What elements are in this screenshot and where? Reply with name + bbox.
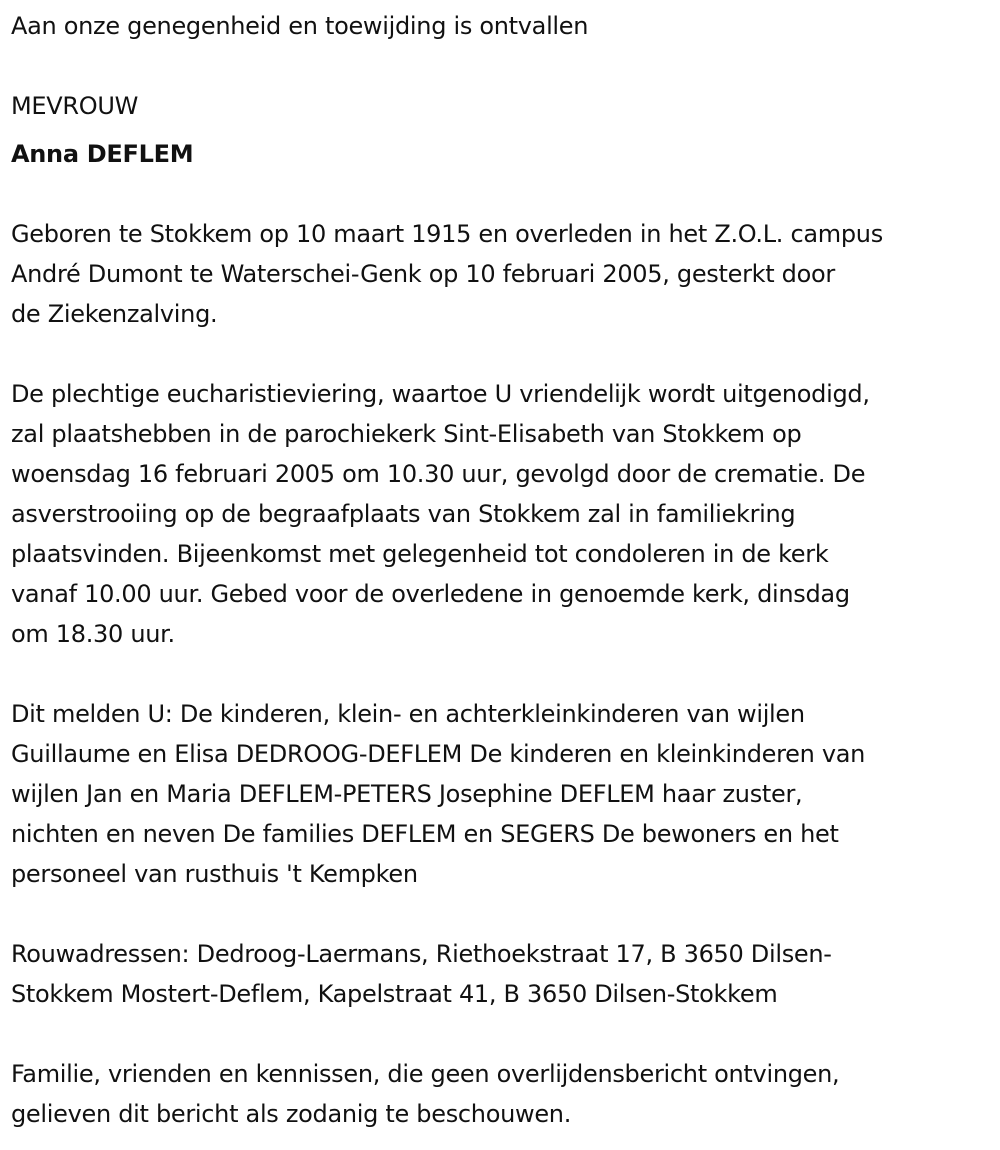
death-notice bbox=[11, 6, 996, 1134]
paragraph-line: asverstrooiing op de begraafplaats van Stokkem zal in familiekring bbox=[11, 500, 796, 528]
birth-death-paragraph bbox=[11, 214, 996, 334]
paragraph-line: wijlen Jan en Maria DEFLEM-PETERS Josephine DEFLEM haar zuster, bbox=[11, 780, 803, 808]
paragraph-line: plaatsvinden. Bijeenkomst met gelegenheid tot condoleren in de kerk bbox=[11, 540, 829, 568]
addresses-paragraph bbox=[11, 934, 996, 1014]
paragraph-line: de Ziekenzalving. bbox=[11, 300, 218, 328]
paragraph-line: Stokkem Mostert-Deflem, Kapelstraat 41, B 3650 Dilsen-Stokkem bbox=[11, 980, 778, 1008]
paragraph-line: nichten en neven De families DEFLEM en SEGERS De bewoners en het bbox=[11, 820, 839, 848]
closing-paragraph bbox=[11, 1054, 996, 1134]
paragraph-line: om 18.30 uur. bbox=[11, 620, 175, 648]
paragraph-line: Dit melden U: De kinderen, klein- en achterkleinkinderen van wijlen bbox=[11, 700, 805, 728]
paragraph-line: Rouwadressen: Dedroog-Laermans, Riethoekstraat 17, B 3650 Dilsen- bbox=[11, 940, 832, 968]
paragraph-line: Guillaume en Elisa DEDROOG-DEFLEM De kinderen en kleinkinderen van bbox=[11, 740, 866, 768]
paragraph-line: zal plaatshebben in de parochiekerk Sint-Elisabeth van Stokkem op bbox=[11, 420, 802, 448]
paragraph-line: personeel van rusthuis 't Kempken bbox=[11, 860, 418, 888]
intro-text: Aan onze genegenheid en toewijding is ontvallen bbox=[11, 12, 589, 40]
ceremony-paragraph bbox=[11, 374, 996, 654]
paragraph-line: De plechtige eucharistieviering, waartoe U vriendelijk wordt uitgenodigd, bbox=[11, 380, 870, 408]
deceased-name: Anna DEFLEM bbox=[11, 140, 194, 168]
paragraph-line: André Dumont te Waterschei-Genk op 10 februari 2005, gesterkt door bbox=[11, 260, 835, 288]
paragraph-line: gelieven dit bericht als zodanig te beschouwen. bbox=[11, 1100, 572, 1128]
paragraph-line: Geboren te Stokkem op 10 maart 1915 en overleden in het Z.O.L. campus bbox=[11, 220, 883, 248]
honorific-title: MEVROUW bbox=[11, 92, 139, 120]
paragraph-line: woensdag 16 februari 2005 om 10.30 uur, gevolgd door de crematie. De bbox=[11, 460, 866, 488]
paragraph-line: vanaf 10.00 uur. Gebed voor de overledene in genoemde kerk, dinsdag bbox=[11, 580, 850, 608]
family-paragraph bbox=[11, 694, 996, 894]
paragraph-line: Familie, vrienden en kennissen, die geen overlijdensbericht ontvingen, bbox=[11, 1060, 840, 1088]
